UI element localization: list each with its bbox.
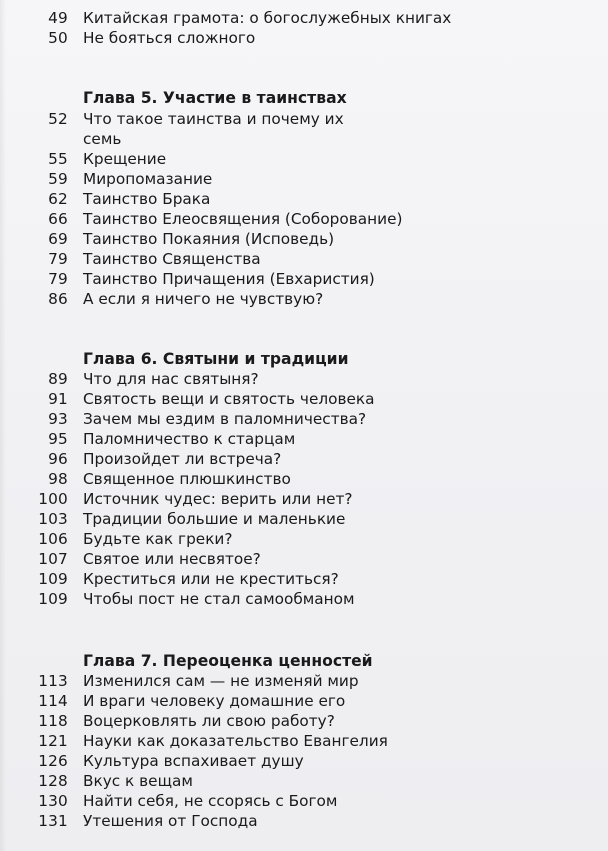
page-number: 130: [38, 792, 68, 810]
page-number: 107: [38, 550, 68, 568]
page-number: 95: [48, 430, 68, 448]
entry-title: Источник чудес: верить или нет?: [83, 490, 353, 508]
toc-entry[interactable]: [0, 771, 608, 791]
entry-title: Культура вспахивает душу: [83, 752, 304, 770]
entry-title: Вкус к вещам: [83, 772, 193, 790]
page-number: 100: [38, 490, 68, 508]
entry-title: Не бояться сложного: [83, 29, 256, 47]
page-number: 52: [48, 110, 68, 128]
page-number: 106: [38, 530, 68, 548]
entry-title: Креститься или не креститься?: [83, 570, 339, 588]
entry-title: Традиции большие и маленькие: [83, 510, 346, 528]
page-number: 69: [48, 230, 68, 248]
entry-title: Паломничество к старцам: [83, 430, 296, 448]
toc-entry[interactable]: [0, 529, 608, 549]
toc-entry[interactable]: [0, 149, 608, 169]
toc-entry[interactable]: [0, 569, 608, 589]
entry-title: Произойдет ли встреча?: [83, 450, 282, 468]
entry-title: Чтобы пост не стал самообманом: [83, 590, 355, 608]
page-number: 89: [48, 370, 68, 388]
toc-entry[interactable]: [0, 189, 608, 209]
entry-title: Зачем мы ездим в паломничества?: [83, 410, 367, 428]
toc-entry[interactable]: [0, 8, 608, 28]
entry-title: А если я ничего не чувствую?: [83, 290, 324, 308]
chapter-heading[interactable]: [0, 651, 608, 671]
page-number: 91: [48, 390, 68, 408]
toc-entry[interactable]: [0, 549, 608, 569]
chapter-heading[interactable]: [0, 349, 608, 369]
toc-entry[interactable]: [0, 691, 608, 711]
entry-title: Что для нас святыня?: [83, 370, 259, 388]
page-number: 93: [48, 410, 68, 428]
toc-entry[interactable]: [0, 671, 608, 691]
toc-entry[interactable]: [0, 791, 608, 811]
toc-section-0: [0, 8, 608, 48]
toc-section-chapter-6: [0, 349, 608, 609]
page-number: 128: [38, 772, 68, 790]
chapter-title: Глава 6. Святыни и традиции: [83, 350, 349, 368]
toc-entry[interactable]: [0, 249, 608, 269]
toc-entry[interactable]: [0, 449, 608, 469]
page-number: 79: [48, 250, 68, 268]
entry-title: Науки как доказательство Евангелия: [83, 732, 388, 750]
page-number: 113: [38, 672, 68, 690]
toc-entry[interactable]: [0, 109, 608, 129]
page-number: 114: [38, 692, 68, 710]
chapter-title: Глава 7. Переоценка ценностей: [83, 652, 373, 670]
chapter-title: Глава 5. Участие в таинствах: [83, 89, 347, 107]
toc-entry[interactable]: [0, 811, 608, 831]
page-number: 103: [38, 510, 68, 528]
entry-title: Изменился сам — не изменяй мир: [83, 672, 359, 690]
toc-entry[interactable]: [0, 429, 608, 449]
entry-title: Утешения от Господа: [83, 812, 258, 830]
entry-title: Таинство Елеосвящения (Соборование): [83, 210, 403, 228]
entry-title: Таинство Брака: [83, 190, 211, 208]
spacer: [0, 609, 608, 651]
page-number: 49: [48, 9, 68, 27]
toc-section-chapter-7: [0, 651, 608, 831]
toc-entry[interactable]: [0, 389, 608, 409]
toc-entry[interactable]: [0, 509, 608, 529]
toc-entry[interactable]: [0, 489, 608, 509]
toc-entry[interactable]: [0, 289, 608, 309]
page-number: 86: [48, 290, 68, 308]
page-number: 62: [48, 190, 68, 208]
toc-entry[interactable]: [0, 589, 608, 609]
page-number: 109: [38, 570, 68, 588]
toc-entry[interactable]: [0, 751, 608, 771]
toc-entry[interactable]: [0, 731, 608, 751]
page-number: 121: [38, 732, 68, 750]
toc-entry[interactable]: [0, 269, 608, 289]
chapter-heading[interactable]: [0, 88, 608, 108]
toc-entry[interactable]: [0, 209, 608, 229]
page-number: 50: [48, 29, 68, 47]
toc-entry[interactable]: [0, 409, 608, 429]
page-number: 79: [48, 270, 68, 288]
entry-title: Таинство Покаяния (Исповедь): [83, 230, 335, 248]
toc-entry[interactable]: [0, 28, 608, 48]
entry-title: Китайская грамота: о богослужебных книгах: [83, 9, 452, 27]
entry-title: Что такое таинства и почему их: [83, 110, 344, 128]
page-number: 98: [48, 470, 68, 488]
page-number: 109: [38, 590, 68, 608]
entry-title: Воцерковлять ли свою работу?: [83, 712, 335, 730]
toc-entry[interactable]: [0, 711, 608, 731]
entry-title: И враги человеку домашние его: [83, 692, 346, 710]
entry-title: Святое или несвятое?: [83, 550, 261, 568]
entry-title-continuation: семь: [83, 130, 122, 148]
entry-title: Таинство Священства: [83, 250, 261, 268]
entry-title: Будьте как греки?: [83, 530, 233, 548]
entry-title: Найти себя, не ссорясь с Богом: [83, 792, 338, 810]
toc-entry[interactable]: [0, 169, 608, 189]
toc-entry[interactable]: [0, 229, 608, 249]
entry-title: Таинство Причащения (Евхаристия): [83, 270, 375, 288]
page-number: 66: [48, 210, 68, 228]
spacer: [0, 48, 608, 88]
page-number: 118: [38, 712, 68, 730]
page-number: 96: [48, 450, 68, 468]
entry-title: Святость вещи и святость человека: [83, 390, 375, 408]
toc-entry[interactable]: [0, 369, 608, 389]
entry-title: Крещение: [83, 150, 167, 168]
entry-title: Священное плюшкинство: [83, 470, 291, 488]
page-number: 59: [48, 170, 68, 188]
toc-entry[interactable]: [0, 469, 608, 489]
table-of-contents: [0, 8, 608, 831]
spacer: [0, 309, 608, 349]
toc-entry-continuation[interactable]: [0, 129, 608, 149]
entry-title: Миропомазание: [83, 170, 213, 188]
toc-section-chapter-5: [0, 88, 608, 309]
page-number: 131: [38, 812, 68, 830]
page-number: 55: [48, 150, 68, 168]
page-number: 126: [38, 752, 68, 770]
